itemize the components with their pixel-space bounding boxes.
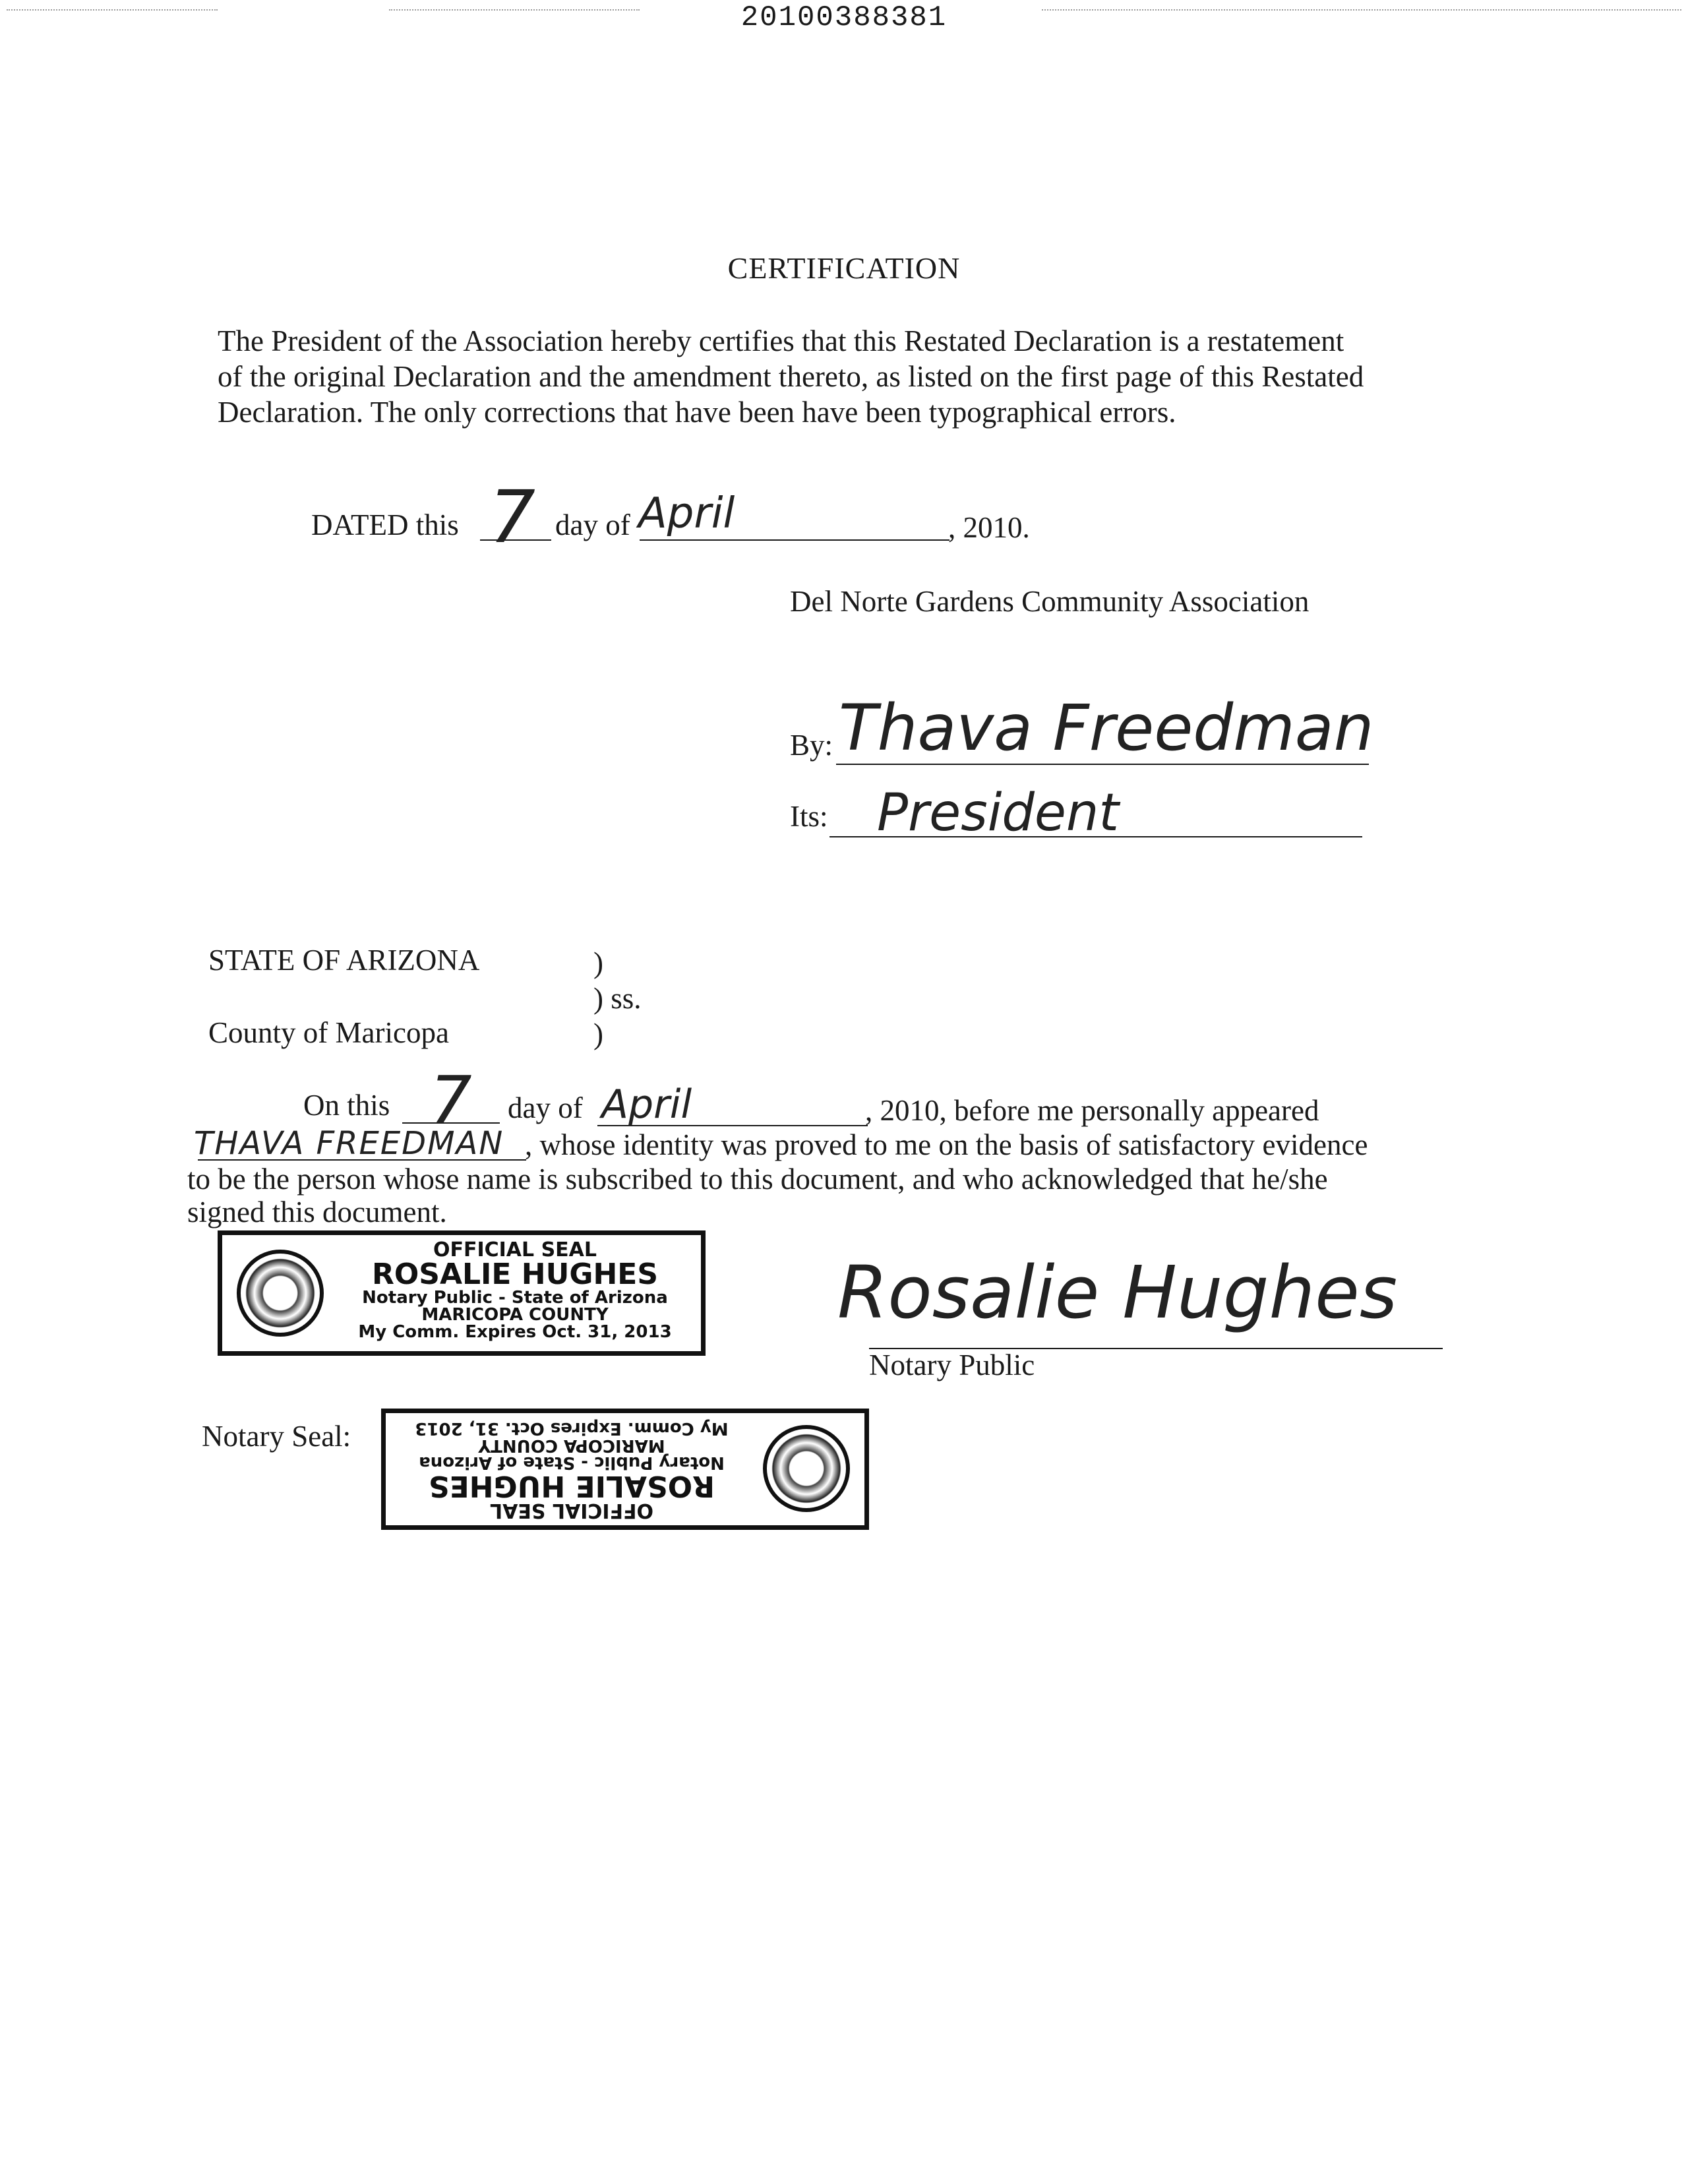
certification-paragraph [218,323,1484,430]
venue-paren: ) [593,1017,603,1050]
seal-line: Notary Public - State of Arizona [362,1288,668,1308]
notary-day-of: day of [508,1091,583,1124]
dated-day-of: day of [555,508,630,541]
paragraph-line: Declaration. The only corrections that have been have been typographical errors. [218,396,1176,429]
acknowledgment-line: to be the person whose name is subscribed to this document, and who acknowledged that he/she [187,1163,1328,1196]
paragraph-line: The President of the Association hereby certifies that this Restated Declaration is a restatement [218,324,1344,357]
dated-month-blank [640,539,950,541]
notary-stamp [218,1230,706,1356]
venue-paren: ) [593,946,603,979]
seal-line: My Comm. Expires Oct. 31, 2013 [358,1322,672,1342]
identity-text: , whose identity was proved to me on the basis of satisfactory evidence [525,1128,1368,1161]
seal-line: Notary Public - State of Arizona [419,1453,725,1472]
venue-ss: ) ss. [593,982,642,1015]
acknowledgment-line: signed this document. [187,1196,447,1228]
seal-line: MARICOPA COUNTY [478,1436,665,1455]
top-rule-middle [389,9,640,11]
arizona-seal-icon [237,1250,324,1337]
dated-month-handwritten: April [638,489,735,538]
top-rule-right [1042,9,1681,11]
notary-month-handwritten: April [601,1081,692,1128]
association-name: Del Norte Gardens Community Association [790,585,1310,618]
arizona-seal-icon [763,1425,850,1512]
paragraph-line: of the original Declaration and the amendment thereto, as listed on the first page of this Restated [218,360,1364,393]
appeared-name-handwritten: THAVA FREEDMAN [194,1125,504,1162]
state-label: STATE OF ARIZONA [208,944,480,977]
top-rule-left [7,9,218,11]
dated-year: , 2010. [948,511,1030,544]
notary-stamp-inverted [381,1409,869,1530]
president-signature: Thava Freedman [839,691,1374,765]
dated-day-handwritten: 7 [489,475,535,559]
county-label: County of Maricopa [208,1016,449,1049]
notary-day-handwritten: 7 [430,1062,472,1139]
notary-signature: Rosalie Hughes [837,1250,1398,1335]
dated-prefix: DATED this [311,508,459,541]
seal-line: ROSALIE HUGHES [371,1258,659,1291]
seal-line: OFFICIAL SEAL [433,1238,597,1261]
document-number: 20100388381 [740,1,948,34]
certification-title: CERTIFICATION [727,251,961,285]
on-this-label: On this [303,1089,390,1122]
seal-line: MARICOPA COUNTY [421,1305,609,1325]
notary-year-text: , 2010, before me personally appeared [865,1094,1319,1127]
its-handwritten: President [877,783,1119,843]
notary-public-label: Notary Public [869,1349,1035,1381]
seal-line: ROSALIE HUGHES [428,1469,715,1503]
seal-line: My Comm. Expires Oct. 31, 2013 [415,1418,729,1438]
seal-line: OFFICIAL SEAL [489,1499,654,1522]
by-label: By: [790,729,833,762]
its-label: Its: [790,800,828,833]
notary-seal-label: Notary Seal: [202,1420,351,1453]
